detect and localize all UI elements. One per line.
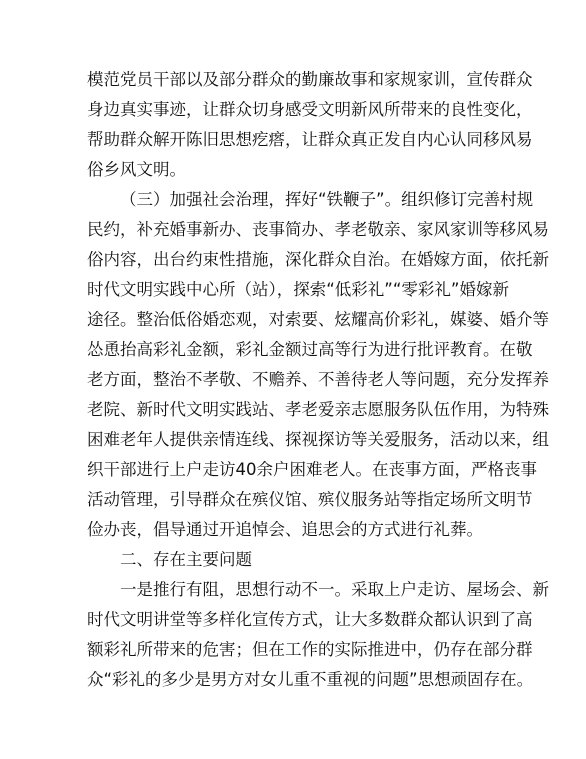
paragraph-2-line-11: 活动管理，引导群众在殡仪馆、殡仪服务站等指定场所文明节 bbox=[87, 490, 533, 509]
paragraph-2-line-4: 时代文明实践中心所（站），探索“低彩礼”“零彩礼”婚嫁新 bbox=[87, 280, 509, 299]
paragraph-1-line-4: 俗乡风文明。 bbox=[87, 160, 186, 179]
paragraph-2-line-12: 俭办丧，倡导通过开追悼会、追思会的方式进行礼葬。 bbox=[87, 520, 483, 539]
paragraph-2-line-9: 困难老年人提供亲情连线、探视探访等关爱服务，活动以来，组 bbox=[87, 430, 549, 449]
paragraph-3-line-3: 额彩礼所带来的危害；但在工作的实际推进中，仍存在部分群 bbox=[87, 640, 533, 659]
paragraph-1-line-1: 模范党员干部以及部分群众的勤廉故事和家规家训，宣传群众 bbox=[87, 70, 533, 89]
paragraph-3-line-2: 时代文明讲堂等多样化宣传方式，让大多数群众都认识到了高 bbox=[87, 610, 533, 629]
paragraph-1-line-2: 身边真实事迹，让群众切身感受文明新风所带来的良性变化， bbox=[87, 100, 533, 119]
paragraph-2-line-8: 老院、新时代文明实践站、孝老爱亲志愿服务队伍作用，为特殊 bbox=[87, 400, 549, 419]
paragraph-2-line-5: 途径。整治低俗婚恋观，对索要、炫耀高价彩礼，媒婆、婚介等 bbox=[87, 310, 549, 329]
paragraph-2-line-7: 老方面，整治不孝敬、不赡养、不善待老人等问题，充分发挥养 bbox=[87, 370, 549, 389]
paragraph-2-line-1: （三）加强社会治理，挥好“铁鞭子”。组织修订完善村规 bbox=[120, 190, 534, 209]
paragraph-2-line-2: 民约，补充婚事新办、丧事简办、孝老敬亲、家风家训等移风易 bbox=[87, 220, 549, 239]
paragraph-1-line-3: 帮助群众解开陈旧思想疙瘩，让群众真正发自内心认同移风易 bbox=[87, 130, 533, 149]
section-heading: 二、存在主要问题 bbox=[120, 550, 252, 569]
paragraph-3-line-1: 一是推行有阻，思想行动不一。采取上户走访、屋场会、新 bbox=[120, 580, 549, 599]
paragraph-3-line-4: 众“彩礼的多少是男方对女儿重不重视的问题”思想顽固存在。 bbox=[87, 670, 534, 689]
paragraph-2-line-3: 俗内容，出台约束性措施，深化群众自治。在婚嫁方面，依托新 bbox=[87, 250, 549, 269]
paragraph-2-line-6: 怂恿抬高彩礼金额，彩礼金额过高等行为进行批评教育。在敬 bbox=[87, 340, 533, 359]
paragraph-2-line-10: 织干部进行上户走访40余户困难老人。在丧事方面，严格丧事 bbox=[87, 460, 537, 479]
